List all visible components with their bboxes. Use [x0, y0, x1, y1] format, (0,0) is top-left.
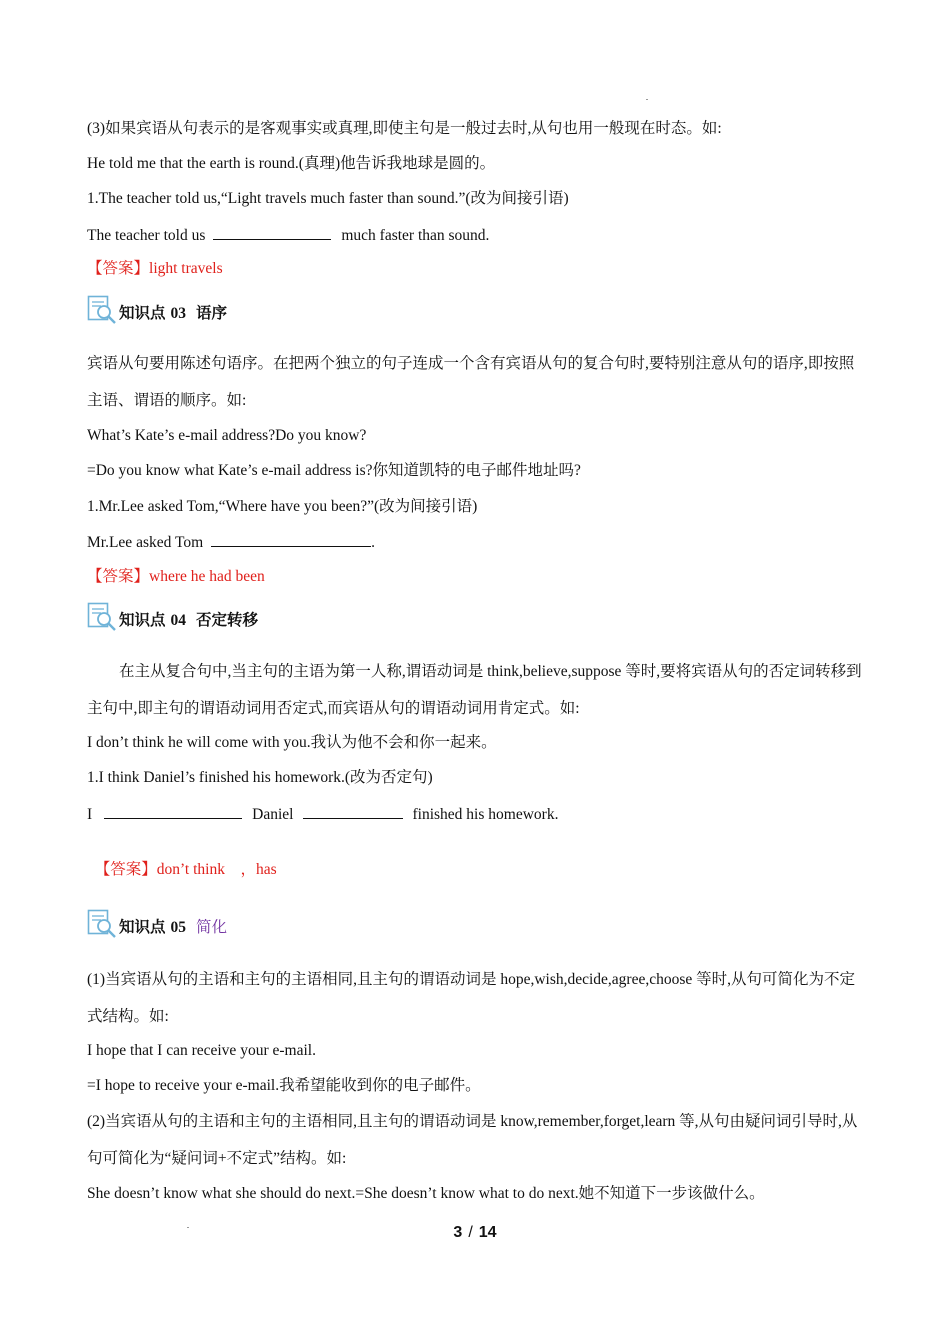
- answer-value: where he had been: [149, 568, 265, 585]
- knowledge-point-icon: [87, 295, 117, 325]
- section-number: 04: [170, 612, 187, 629]
- section-label: 知识点: [119, 305, 166, 322]
- example-text: What’s Kate’s e-mail address?Do you know?: [87, 427, 367, 444]
- example-text: He told me that the earth is round.(真理)他告诉我地球是圆的。: [87, 155, 496, 172]
- rule-text: (1)当宾语从句的主语和主句的主语相同,且主句的谓语动词是 hope,wish,decide,agree,choose 等时,从句可简化为不定式结构。如:: [87, 971, 856, 1025]
- rule-text: 宾语从句要用陈述句语序。在把两个独立的句子连成一个含有宾语从句的复合句时,要特别注意从句的语序,即按照主语、谓语的顺序。如:: [87, 355, 855, 409]
- question-text: 1.I think Daniel’s finished his homework.(改为否定句): [87, 769, 433, 786]
- rule-text: (3)如果宾语从句表示的是客观事实或真理,即使主句是一般过去时,从句也用一般现在时态。如:: [87, 120, 722, 137]
- answer-line: [87, 840, 866, 880]
- fill-in-prefix: Mr.Lee asked Tom: [87, 534, 204, 551]
- answer-label: 【答案】: [87, 260, 150, 277]
- section-heading-04: [87, 602, 258, 632]
- answer-value: don’t think ，has: [156, 861, 277, 878]
- total-pages: 14: [478, 1224, 497, 1241]
- answer-label: 【答案】: [87, 568, 150, 585]
- section-label: 知识点: [119, 612, 166, 629]
- section-title: 简化: [196, 919, 228, 936]
- example-text: I hope that I can receive your e-mail.: [87, 1042, 316, 1059]
- fill-in-suffix: finished his homework.: [412, 806, 559, 823]
- section-number: 05: [170, 919, 187, 936]
- fill-in-line: [87, 531, 866, 553]
- question-text: 1.The teacher told us,“Light travels much faster than sound.”(改为间接引语): [87, 190, 569, 207]
- section-title: 否定转移: [196, 612, 259, 629]
- knowledge-point-icon: [87, 909, 117, 939]
- section-number: 03: [170, 305, 187, 322]
- answer-label: 【答案】: [94, 861, 157, 878]
- fill-in-middle: Daniel: [252, 806, 294, 823]
- page-number: [0, 1224, 950, 1242]
- answer-value: light travels: [149, 260, 223, 277]
- example-text: =Do you know what Kate’s e-mail address is?你知道凯特的电子邮件地址吗?: [87, 462, 581, 479]
- section-title: 语序: [196, 305, 228, 322]
- example-text: I don’t think he will come with you.我认为他不会和你一起来。: [87, 734, 497, 751]
- fill-in-line: [87, 224, 866, 246]
- knowledge-point-icon: [87, 602, 117, 632]
- example-text: She doesn’t know what she should do next.=She doesn’t know what to do next.她不知道下一步该做什么。: [87, 1185, 765, 1202]
- section-heading-05: [87, 909, 227, 939]
- fill-in-prefix: The teacher told us: [87, 227, 206, 244]
- example-text: =I hope to receive your e-mail.我希望能收到你的电子邮件。: [87, 1077, 481, 1094]
- section-heading-03: [87, 295, 227, 325]
- rule-text: 在主从复合句中,当主句的主语为第一人称,谓语动词是 think,believe,suppose 等时,要将宾语从句的否定词转移到主句中,即主句的谓语动词用否定式,而宾语从句的谓语动词用肯定式。如:: [87, 663, 862, 717]
- fill-in-suffix: .: [371, 534, 376, 551]
- fill-in-subject: I: [87, 806, 93, 823]
- current-page: 3: [453, 1224, 463, 1241]
- fill-in-line: [87, 803, 866, 825]
- answer-line: [87, 259, 866, 279]
- fill-in-suffix: much faster than sound.: [341, 227, 490, 244]
- answer-line: [87, 567, 866, 587]
- page-separator: /: [468, 1224, 473, 1241]
- answer-blank[interactable]: [213, 224, 331, 240]
- section-label: 知识点: [119, 919, 166, 936]
- answer-blank[interactable]: [211, 531, 371, 547]
- question-text: 1.Mr.Lee asked Tom,“Where have you been?”(改为间接引语): [87, 498, 478, 515]
- scan-speck: [646, 99, 648, 100]
- rule-text: (2)当宾语从句的主语和主句的主语相同,且主句的谓语动词是 know,remember,forget,learn 等,从句由疑问词引导时,从句可简化为“疑问词+不定式”结构。如:: [87, 1113, 858, 1167]
- answer-blank[interactable]: [104, 803, 242, 819]
- answer-blank[interactable]: [303, 803, 403, 819]
